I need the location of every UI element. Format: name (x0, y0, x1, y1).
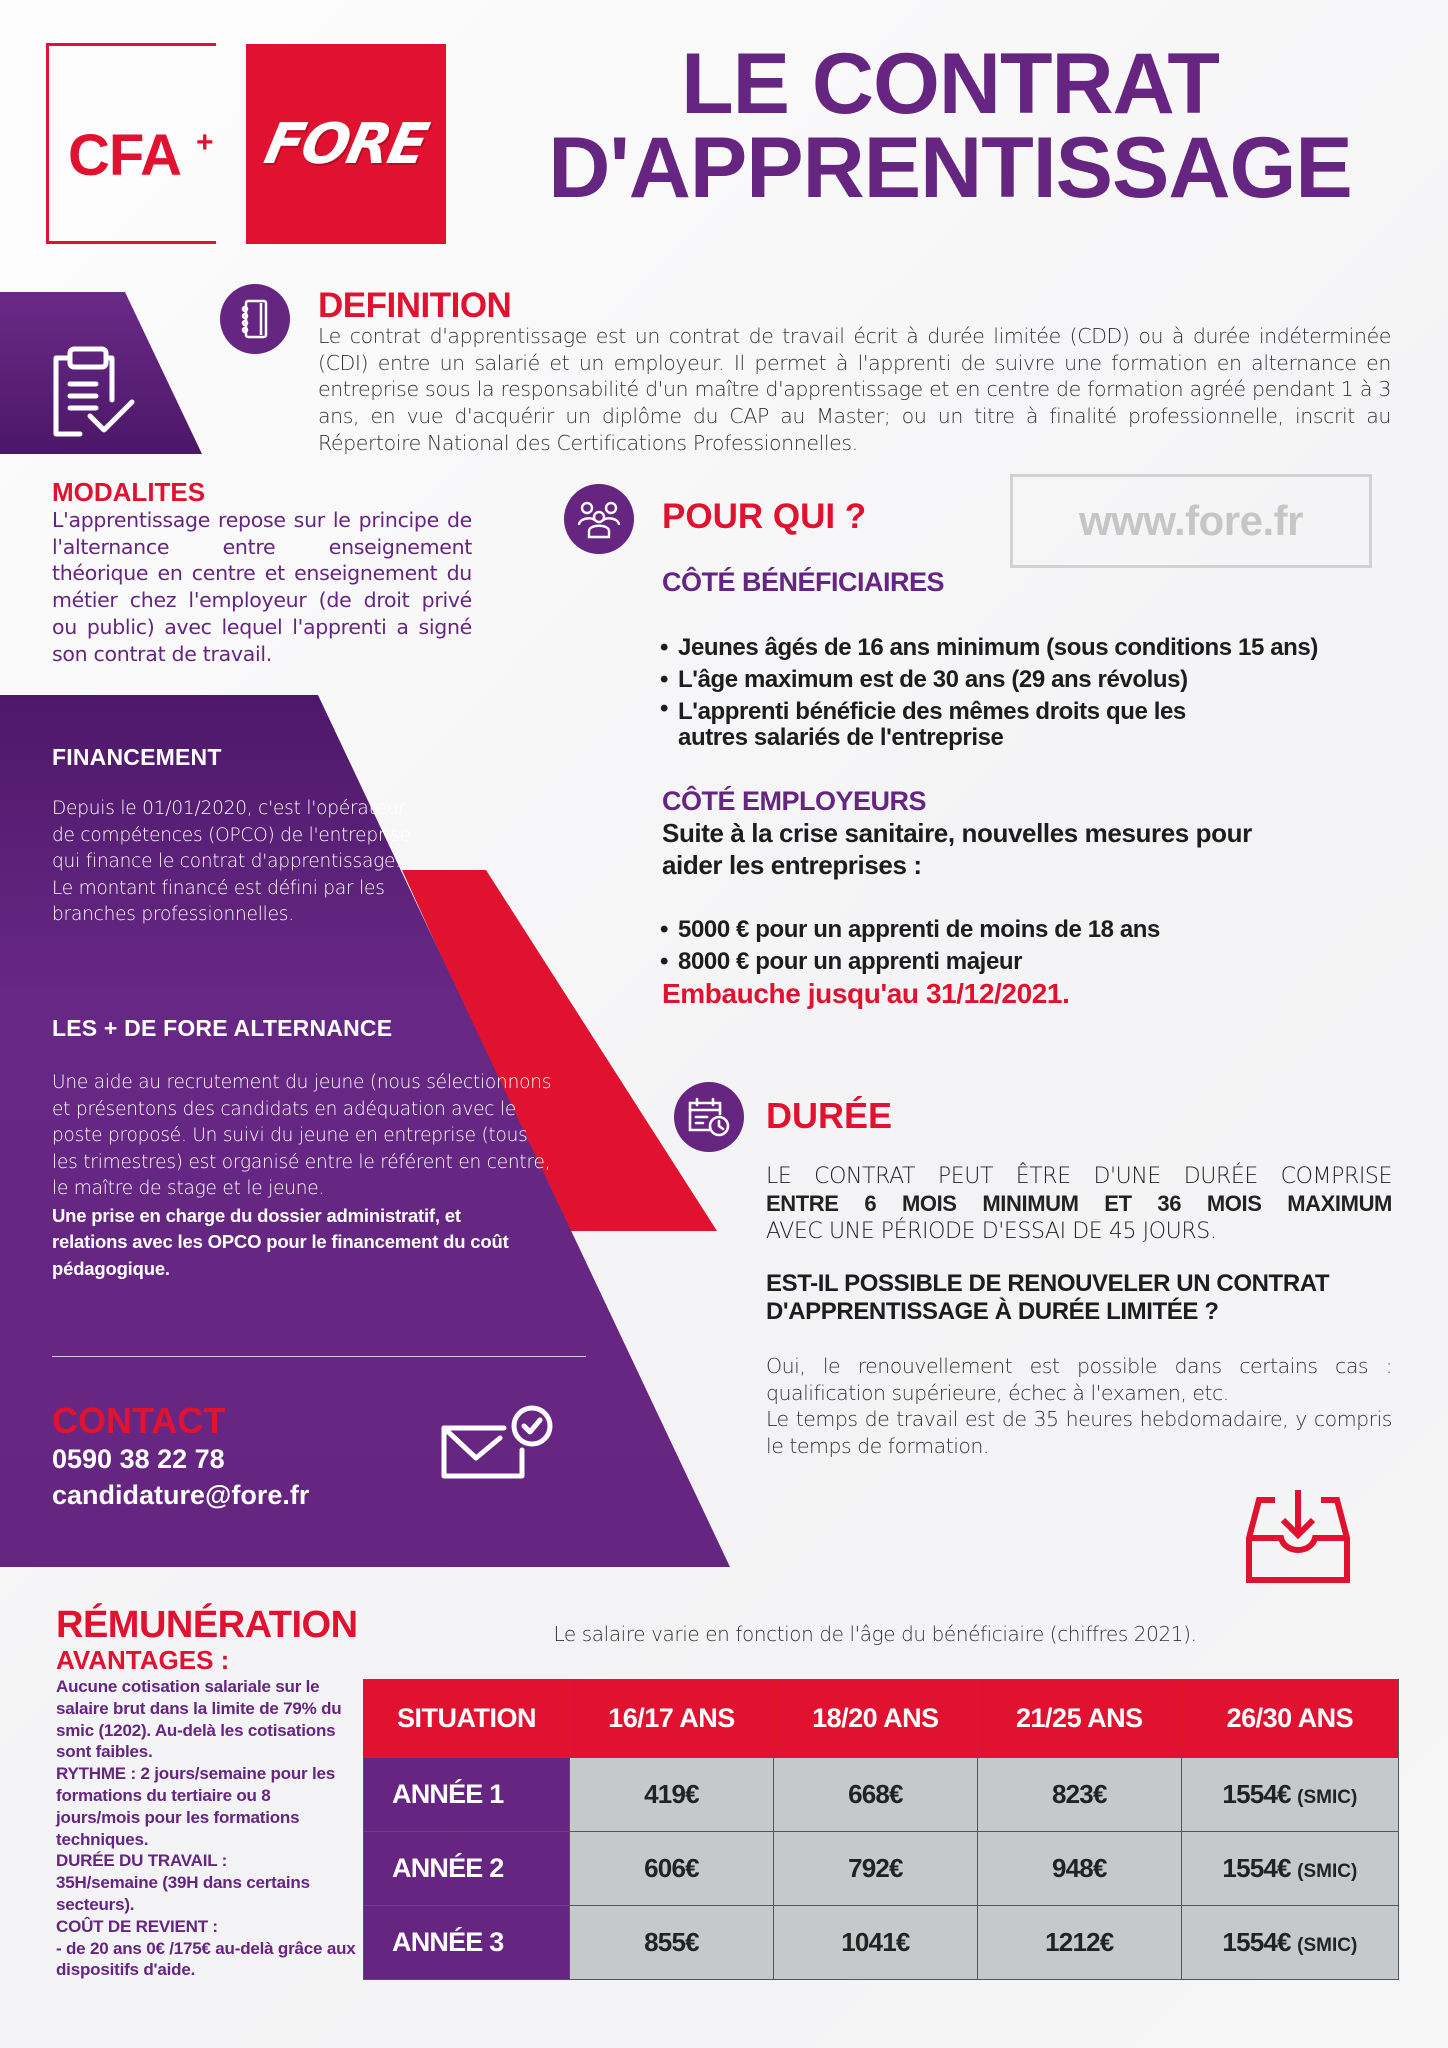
employeurs-intro: Suite à la crise sanitaire, nouvelles mesures pour aider les entreprises : (662, 818, 1252, 880)
employeurs-deadline: Embauche jusqu'au 31/12/2021. (662, 978, 1070, 1009)
table-row (364, 1906, 1399, 1980)
table-cell: 948€ (977, 1832, 1181, 1906)
table-cell: 668€ (773, 1758, 977, 1832)
beneficiaires-list (660, 632, 1400, 751)
avantages-duree-label: DURÉE DU TRAVAIL : (56, 1851, 228, 1871)
table-cell: 606€ (570, 1832, 774, 1906)
page-title (500, 36, 1400, 216)
header-21-25: 21/25 ANS (977, 1680, 1181, 1758)
table-cell: 792€ (773, 1832, 977, 1906)
duree-line-2-bold: ENTRE 6 MOIS MINIMUM ET 36 MOIS MAXIMUM (766, 1191, 1392, 1216)
financement-text: Depuis le 01/01/2020, c'est l'opérateur de compétences (OPCO) de l'entreprise qui finance le contrat d'apprentissage. Le montant financé est défini par les branches professionnelles. (52, 798, 411, 925)
duree-line-1: LE CONTRAT PEUT ÊTRE D'UNE DURÉE COMPRISE (766, 1164, 1392, 1189)
employeurs-title: CÔTÉ EMPLOYEURS (662, 786, 927, 816)
duree-line-2 (766, 1190, 1392, 1218)
table-cell (1181, 1832, 1398, 1906)
pour-qui-icon-circle (564, 484, 634, 554)
smic-note: (SMIC) (1297, 1935, 1358, 1956)
header-16-17: 16/17 ANS (570, 1680, 774, 1758)
group-icon (577, 499, 621, 539)
table-cell: 855€ (570, 1906, 774, 1980)
modalites-banner (0, 292, 202, 454)
table-header-row (364, 1680, 1399, 1758)
fore-advantages-title: LES + DE FORE ALTERNANCE (52, 1015, 393, 1041)
salary-table (363, 1679, 1399, 1980)
avantages-duree-text: 35H/semaine (39H dans certains secteurs). (56, 1873, 310, 1914)
modalites-text: L'apprentissage repose sur le principe de l'alternance entre enseignement théorique en centre et enseignement du métier chez l'employeur (de droit privé ou public) avec lequel l'apprenti a signé son contrat de travail. (52, 508, 472, 666)
list-item: • 5000 € pour un apprenti de moins de 18 ans (660, 914, 1400, 946)
definition-icon-circle (220, 284, 290, 354)
mail-check-icon (440, 1404, 560, 1486)
duree-text (766, 1163, 1392, 1245)
title-line-2: D'APPRENTISSAGE (548, 120, 1352, 216)
divider (52, 1356, 586, 1357)
beneficiaires-title: CÔTÉ BÉNÉFICIAIRES (662, 567, 945, 597)
header-situation: SITUATION (364, 1680, 570, 1758)
list-item: • Jeunes âgés de 16 ans minimum (sous conditions 15 ans) (660, 632, 1400, 664)
avantages-cout-text: - de 20 ans 0€ /175€ au-delà grâce aux dispositifs d'aide. (56, 1938, 356, 1980)
table-row (364, 1758, 1399, 1832)
clipboard-check-icon (50, 346, 140, 438)
pour-qui-title: POUR QUI ? (662, 497, 867, 536)
financement-title: FINANCEMENT (52, 744, 222, 770)
avantages-title: AVANTAGES : (56, 1645, 230, 1675)
download-tray-icon[interactable] (1245, 1488, 1351, 1584)
definition-text: Le contrat d'apprentissage est un contrat de travail écrit à durée limitée (CDD) ou à durée indéterminée (CDI) entre un salarié et un employeur. Il permet à l'apprenti de suivre une formation en alternance en entreprise sous la responsabilité d'un maître d'apprentissage et en centre de formation agréé pendant 1 à 3 ans, en vue d'acquérir un diplôme du CAP au Master; ou un titre à finalité professionnelle, inscrit au Répertoire National des Certifications Professionnelles. (318, 324, 1391, 455)
employeurs-list (660, 914, 1400, 978)
list-item: • L'âge maximum est de 30 ans (29 ans révolus) (660, 664, 1400, 696)
renouvellement-answer (766, 1353, 1392, 1459)
row-label: ANNÉE 3 (364, 1906, 570, 1980)
website-link[interactable]: www.fore.fr (1010, 474, 1372, 568)
duree-icon-circle (674, 1082, 744, 1152)
modalites-title: MODALITES (52, 477, 206, 507)
definition-title: DEFINITION (318, 286, 512, 325)
cell-value: 1554€ (1222, 1779, 1291, 1809)
table-cell: 1212€ (977, 1906, 1181, 1980)
list-item: • L'apprenti bénéficie des mêmes droits que les autres salariés de l'entreprise (660, 696, 1220, 751)
notebook-icon (240, 299, 270, 339)
cell-value: 1554€ (1222, 1853, 1291, 1883)
avantages-cotisation: Aucune cotisation salariale sur le salaire brut dans la limite de 79% du smic (1202). Au-delà les cotisations sont faibles. (56, 1677, 342, 1762)
avantages-rythme: RYTHME : 2 jours/semaine pour les formations du tertiaire ou 8 jours/mois pour les formations techniques. (56, 1764, 336, 1849)
list-item: • 8000 € pour un apprenti majeur (660, 946, 1400, 978)
header-18-20: 18/20 ANS (773, 1680, 977, 1758)
contact-title: CONTACT (52, 1400, 226, 1441)
contact-phone[interactable]: 0590 38 22 78 (52, 1444, 225, 1474)
answer-line-2: Le temps de travail est de 35 heures hebdomadaire, y compris le temps de formation. (766, 1407, 1392, 1458)
duree-line-3: AVEC UNE PÉRIODE D'ESSAI DE 45 JOURS. (766, 1219, 1217, 1244)
table-row (364, 1832, 1399, 1906)
answer-line-1: Oui, le renouvellement est possible dans certains cas : qualification supérieure, échec à l'examen, etc. (766, 1354, 1392, 1405)
smic-note: (SMIC) (1297, 1787, 1358, 1808)
fore-advantages-text (52, 1070, 552, 1282)
row-label: ANNÉE 2 (364, 1832, 570, 1906)
fore-advantages-bold: Une prise en charge du dossier administratif, et relations avec les OPCO pour le financement du coût pédagogique. (52, 1204, 509, 1279)
title-line-1: LE CONTRAT (681, 36, 1219, 132)
duree-title: DURÉE (766, 1095, 893, 1136)
row-label: ANNÉE 1 (364, 1758, 570, 1832)
salary-caption: Le salaire varie en fonction de l'âge du bénéficiaire (chiffres 2021). (553, 1622, 1197, 1646)
fore-advantages-body: Une aide au recrutement du jeune (nous sélectionnons et présentons des candidats en adéquation avec le poste proposé. Un suivi du jeune en entreprise (tous les trimestres) est organisé entre le référent en centre, le maître de stage et le jeune. (52, 1072, 552, 1199)
logo-cfa-text: CFA (68, 123, 181, 188)
table-cell (1181, 1906, 1398, 1980)
contact-email[interactable]: candidature@fore.fr (52, 1480, 310, 1510)
table-cell: 823€ (977, 1758, 1181, 1832)
logo-plus: + (196, 126, 214, 159)
header-26-30: 26/30 ANS (1181, 1680, 1398, 1758)
avantages-cout-label: COÛT DE REVIENT : (56, 1916, 218, 1936)
avantages-text (56, 1676, 356, 1981)
table-cell: 419€ (570, 1758, 774, 1832)
renouvellement-question: EST-IL POSSIBLE DE RENOUVELER UN CONTRAT D'APPRENTISSAGE À DURÉE LIMITÉE ? (766, 1270, 1330, 1325)
table-cell (1181, 1758, 1398, 1832)
smic-note: (SMIC) (1297, 1861, 1358, 1882)
calendar-clock-icon (687, 1096, 731, 1138)
logo-fore (246, 44, 446, 244)
cell-value: 1554€ (1222, 1927, 1291, 1957)
logo-fore-text: FORE (259, 111, 433, 177)
table-cell: 1041€ (773, 1906, 977, 1980)
remuneration-title: RÉMUNÉRATION (56, 1604, 358, 1646)
